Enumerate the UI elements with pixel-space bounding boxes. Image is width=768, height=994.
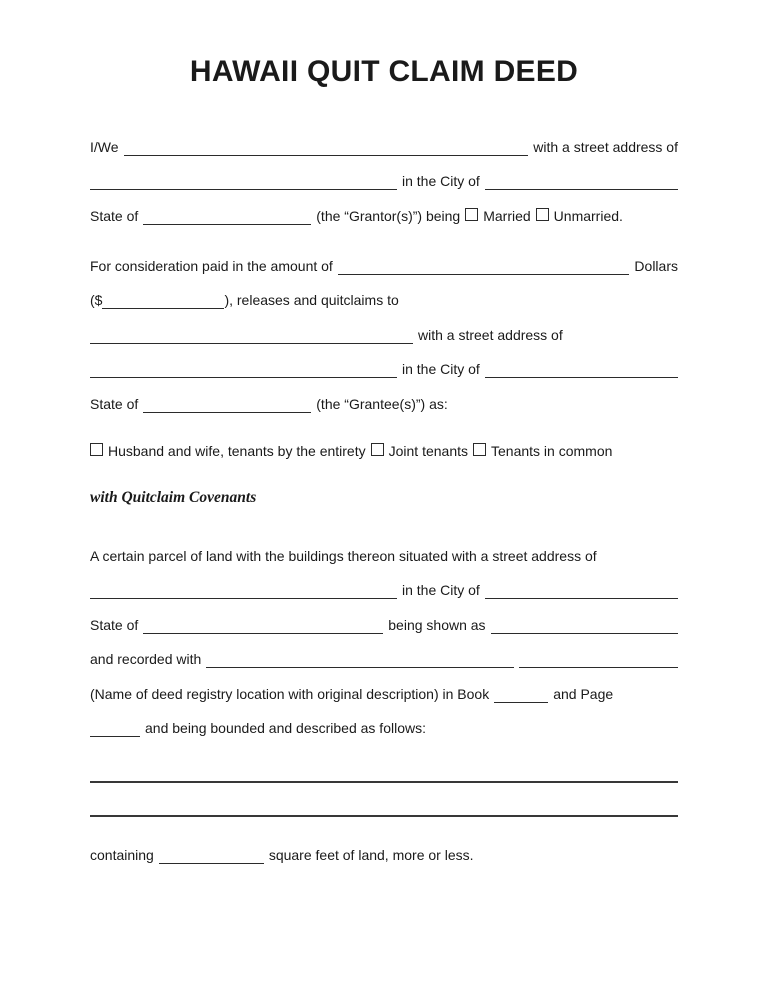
grantor-line-2 (90, 164, 678, 198)
husband-wife-checkbox[interactable] (90, 443, 103, 456)
grantee-as-label: (the “Grantee(s)”) as: (316, 395, 448, 412)
state-of-label: State of (90, 207, 139, 224)
city-label: in the City of (402, 173, 480, 190)
shown-as-field[interactable] (491, 617, 678, 634)
street-address-label-2: with a street address of (418, 326, 563, 343)
open-paren-dollar-label: ($ (90, 292, 103, 309)
legal-description-section (90, 756, 678, 825)
parcel-line-3 (90, 608, 678, 642)
being-shown-as-label: being shown as (388, 616, 486, 633)
description-line-1 (90, 756, 678, 790)
and-page-label: and Page (553, 685, 614, 702)
unmarried-label: Unmarried. (553, 207, 623, 224)
covenants-section (90, 481, 678, 515)
parcel-intro-label: A certain parcel of land with the buildings thereon situated with a street address of (90, 548, 597, 564)
consideration-line (90, 249, 678, 283)
covenants-line (90, 481, 678, 515)
grantee-name-field[interactable] (90, 327, 413, 344)
deed-registry-name-field-2[interactable] (519, 651, 678, 668)
parcel-line-6 (90, 711, 678, 745)
parcel-line-4 (90, 642, 678, 676)
grantee-city-field[interactable] (485, 361, 678, 378)
grantor-state-field[interactable] (143, 208, 311, 225)
square-feet-label: square feet of land, more or less. (268, 847, 474, 863)
grantor-section (90, 130, 678, 233)
grantee-line-3 (90, 387, 678, 421)
street-address-label: with a street address of (533, 139, 678, 155)
tenants-in-common-label: Tenants in common (491, 443, 613, 459)
deed-registry-name-field[interactable] (206, 651, 514, 668)
property-street-address-field[interactable] (90, 582, 397, 599)
unmarried-checkbox[interactable] (536, 208, 549, 221)
property-section (90, 539, 678, 745)
grantor-street-address-field[interactable] (90, 173, 397, 190)
grantor-name-field[interactable] (124, 139, 529, 156)
grantee-line-1 (90, 318, 678, 352)
tenants-in-common-checkbox[interactable] (473, 443, 486, 456)
registry-in-book-label: (Name of deed registry location with original description) in Book (90, 685, 490, 702)
state-of-label-3: State of (90, 616, 139, 633)
page-title: HAWAII QUIT CLAIM DEED (189, 55, 579, 88)
containing-line (90, 838, 678, 872)
city-label-2: in the City of (402, 361, 480, 378)
legal-description-field-1[interactable] (90, 765, 678, 783)
page-number-field[interactable] (90, 720, 140, 737)
consideration-label: For consideration paid in the amount of (90, 258, 333, 274)
joint-tenants-label: Joint tenants (388, 443, 468, 459)
tenancy-line (90, 434, 678, 468)
grantor-being-label: (the “Grantor(s)”) being (316, 207, 461, 224)
consideration-numeric-field[interactable] (102, 292, 224, 309)
state-of-label-2: State of (90, 395, 139, 412)
i-we-label: I/We (90, 139, 119, 155)
dollars-label: Dollars (634, 258, 678, 274)
grantee-street-address-field[interactable] (90, 361, 397, 378)
grantee-state-field[interactable] (143, 396, 311, 413)
husband-wife-label: Husband and wife, tenants by the entirety (108, 443, 366, 459)
grantee-line-2 (90, 352, 678, 386)
bounded-described-label: and being bounded and described as follows: (145, 719, 426, 736)
releases-quitclaims-label: ), releases and quitclaims to (224, 292, 399, 309)
recorded-with-label: and recorded with (90, 651, 202, 668)
property-city-field[interactable] (485, 582, 678, 599)
description-line-2 (90, 790, 678, 824)
grantor-city-field[interactable] (485, 173, 678, 190)
property-state-field[interactable] (143, 617, 383, 634)
city-label-3: in the City of (402, 582, 480, 599)
joint-tenants-checkbox[interactable] (371, 443, 384, 456)
consideration-words-field[interactable] (338, 258, 630, 275)
amount-line (90, 283, 678, 317)
legal-description-field-2[interactable] (90, 799, 678, 817)
square-feet-field[interactable] (159, 847, 264, 864)
grantor-line-1 (90, 130, 678, 164)
containing-label: containing (90, 847, 154, 863)
grantee-section (90, 249, 678, 421)
quitclaim-covenants-heading: with Quitclaim Covenants (90, 489, 257, 506)
containing-section (90, 838, 678, 872)
book-number-field[interactable] (494, 686, 548, 703)
parcel-line-1 (90, 539, 678, 573)
married-checkbox[interactable] (465, 208, 478, 221)
tenancy-section (90, 434, 678, 468)
parcel-line-5 (90, 677, 678, 711)
parcel-line-2 (90, 573, 678, 607)
married-label: Married (483, 207, 531, 224)
grantor-line-3 (90, 199, 678, 233)
